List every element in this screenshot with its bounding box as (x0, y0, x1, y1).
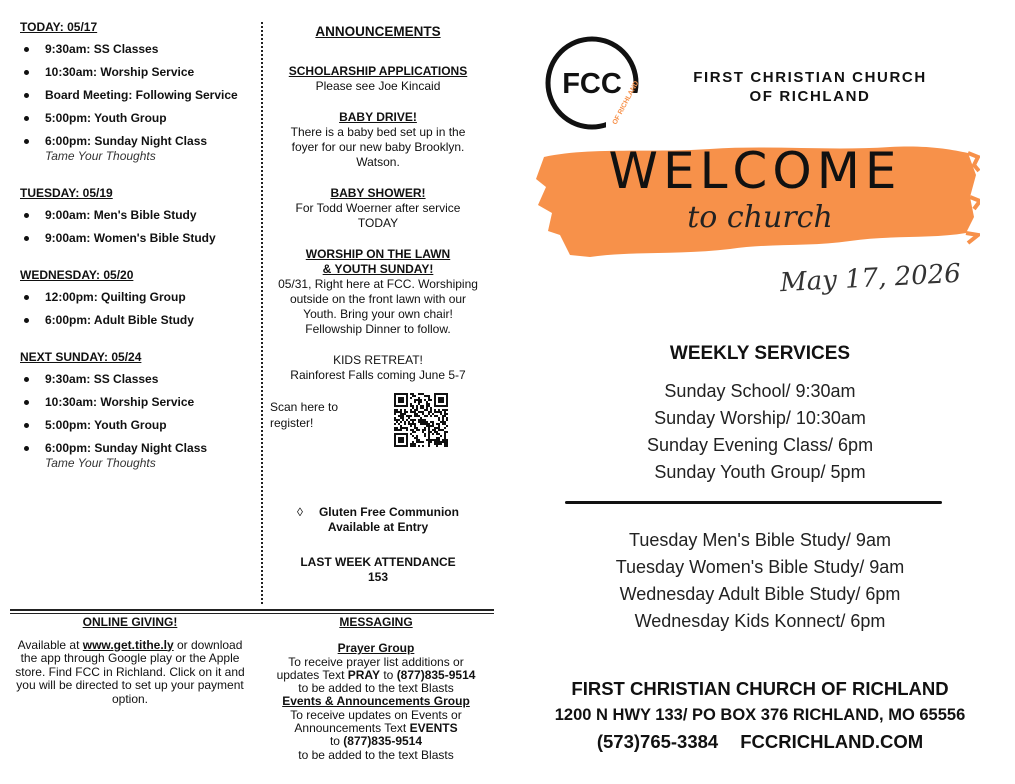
bullet-icon (24, 70, 29, 75)
bullet-icon (24, 423, 29, 428)
attendance-label: LAST WEEK ATTENDANCE (300, 555, 456, 569)
online-giving-section (10, 616, 250, 706)
sunday-service-item: Sunday Worship/ 10:30am (654, 408, 866, 428)
bullet-icon (24, 213, 29, 218)
schedule-item-text: Board Meeting: Following Service (45, 88, 238, 102)
schedule-item (20, 88, 260, 103)
schedule-item (20, 42, 260, 57)
schedule-item-text: 6:00pm: Adult Bible Study (45, 313, 194, 327)
schedule-item-list (20, 42, 260, 164)
bulletin-date: May 17, 2026 (779, 258, 962, 299)
schedule-item-text: 6:00pm: Sunday Night Class (45, 441, 208, 455)
events-phone: (877)835-9514 (343, 734, 423, 749)
announcement-item (264, 110, 492, 170)
sunday-services-list (560, 378, 960, 486)
announcement-heading-line: WORSHIP ON THE LAWN (305, 247, 451, 261)
announcement-body-line: outside on the front lawn with our (289, 292, 467, 306)
schedule-day-block (20, 350, 260, 471)
weekday-services-list (560, 527, 960, 635)
announcement-heading-line: & YOUTH SUNDAY! (322, 262, 434, 276)
bullet-icon (24, 318, 29, 323)
schedule-item-text: 10:30am: Worship Service (45, 395, 195, 409)
announcement-body-line: TODAY (357, 216, 399, 230)
weekly-schedule (20, 20, 260, 493)
announcement-body-line: For Todd Woerner after service (295, 201, 461, 215)
schedule-item (20, 231, 260, 246)
sunday-service-item: Sunday School/ 9:30am (664, 381, 856, 401)
bullet-icon (24, 446, 29, 451)
footer-phone[interactable]: (573)765-3384 (596, 731, 719, 752)
announcement-heading-line: BABY SHOWER! (330, 186, 426, 200)
schedule-item-text: 5:00pm: Youth Group (45, 418, 167, 432)
schedule-item (20, 290, 260, 305)
online-giving-text: Available at www.get.tithe.ly or download the app through Google play or the Apple store. Find FCC in Richland. Click on it and you will be directed to set up your payment option. (15, 637, 245, 706)
vertical-dotted-divider (261, 22, 263, 604)
messaging-title: MESSAGING (339, 615, 413, 629)
schedule-item-text: 9:00am: Men's Bible Study (45, 208, 197, 222)
schedule-item-list (20, 290, 260, 328)
schedule-day-heading: TODAY: 05/17 (20, 20, 98, 34)
schedule-item (20, 111, 260, 126)
scan-to-register-text: Scan here to register! (270, 400, 339, 430)
diamond-bullet-icon: ◊ (297, 505, 303, 519)
announcement-body-line: foyer for our new baby Brooklyn. (291, 140, 465, 154)
schedule-day-heading: TUESDAY: 05/19 (20, 186, 113, 200)
bullet-icon (24, 295, 29, 300)
bullet-icon (24, 400, 29, 405)
announcement-heading (264, 110, 492, 125)
register-row (264, 393, 492, 453)
kids-retreat-announcement (264, 353, 492, 383)
schedule-item-text: 9:30am: SS Classes (45, 42, 159, 56)
announcement-item (264, 186, 492, 231)
announcement-item (264, 64, 492, 94)
schedule-item-text: 12:00pm: Quilting Group (45, 290, 186, 304)
prayer-phone: (877)835-9514 (396, 667, 476, 682)
footer-contact (510, 731, 1010, 753)
schedule-item-text: 9:30am: SS Classes (45, 372, 159, 386)
announcement-body-line: 05/31, Right here at FCC. Worshiping (278, 277, 478, 291)
announcements-section (264, 24, 492, 585)
schedule-item (20, 65, 260, 80)
attendance-value: 153 (367, 570, 389, 584)
schedule-item (20, 372, 260, 387)
weekday-service-item: Tuesday Men's Bible Study/ 9am (629, 530, 891, 550)
qr-code-icon[interactable] (394, 393, 448, 447)
svg-text:FCC: FCC (562, 68, 622, 100)
schedule-item (20, 208, 260, 223)
sunday-service-item: Sunday Youth Group/ 5pm (654, 462, 866, 482)
announcement-body-line: Youth. Bring your own chair! (303, 307, 453, 321)
announcement-heading (264, 186, 492, 201)
church-name-header: FIRST CHRISTIAN CHURCH OF RICHLAND (693, 69, 927, 105)
schedule-item-subtitle: Tame Your Thoughts (45, 149, 156, 163)
schedule-day-block (20, 20, 260, 164)
schedule-item-list (20, 208, 260, 246)
footer-website[interactable]: FCCRICHLAND.COM (740, 731, 924, 752)
announcements-title: ANNOUNCEMENTS (315, 24, 441, 39)
announcement-heading (264, 64, 492, 79)
online-giving-title: ONLINE GIVING! (82, 615, 178, 629)
svg-text:OF RICHLAND: OF RICHLAND (611, 80, 641, 126)
schedule-item-text: 6:00pm: Sunday Night Class (45, 134, 208, 148)
weekday-service-item: Wednesday Adult Bible Study/ 6pm (619, 584, 901, 604)
schedule-day-block (20, 268, 260, 328)
schedule-day-block (20, 186, 260, 246)
gluten-free-communion-note: ◊ Gluten Free Communion Available at Entry (297, 505, 459, 534)
schedule-item-text: 10:30am: Worship Service (45, 65, 195, 79)
bullet-icon (24, 116, 29, 121)
welcome-heading: WELCOME (608, 142, 902, 200)
schedule-item (20, 313, 260, 328)
announcement-heading-line: BABY DRIVE! (339, 110, 417, 124)
to-church-script: to church (687, 200, 833, 235)
sunday-service-item: Sunday Evening Class/ 6pm (646, 435, 874, 455)
footer-address: 1200 N HWY 133/ PO BOX 376 RICHLAND, MO 65556 (554, 706, 966, 724)
footer-church-name: FIRST CHRISTIAN CHURCH OF RICHLAND (571, 678, 949, 699)
weekday-service-item: Tuesday Women's Bible Study/ 9am (615, 557, 905, 577)
bullet-icon (24, 377, 29, 382)
services-divider (565, 501, 942, 504)
schedule-day-heading: WEDNESDAY: 05/20 (20, 268, 134, 282)
announcement-item (264, 247, 492, 337)
weekday-service-item: Wednesday Kids Konnect/ 6pm (634, 611, 886, 631)
schedule-day-heading: NEXT SUNDAY: 05/24 (20, 350, 142, 364)
schedule-item-subtitle: Tame Your Thoughts (45, 456, 156, 470)
bullet-icon (24, 93, 29, 98)
kids-retreat-details: Rainforest Falls coming June 5-7 (290, 368, 466, 382)
schedule-item (20, 395, 260, 410)
schedule-item (20, 441, 260, 471)
tithe-link[interactable]: www.get.tithe.ly (82, 637, 174, 652)
announcement-body-line: Fellowship Dinner to follow. (305, 322, 451, 336)
schedule-item-list (20, 372, 260, 471)
bullet-icon (24, 236, 29, 241)
announcements-list (264, 64, 492, 337)
fcc-logo (542, 33, 647, 138)
announcement-body-line: There is a baby bed set up in the (290, 125, 466, 139)
announcement-heading-line: SCHOLARSHIP APPLICATIONS (288, 64, 468, 78)
weekly-services-title: WEEKLY SERVICES (669, 343, 851, 364)
bullet-icon (24, 139, 29, 144)
bullet-icon (24, 47, 29, 52)
schedule-item (20, 418, 260, 433)
announcement-heading (264, 247, 492, 277)
kids-retreat-title: KIDS RETREAT! (333, 353, 423, 367)
schedule-item (20, 134, 260, 164)
announcement-body-line: Watson. (356, 155, 400, 169)
announcement-body-line: Please see Joe Kincaid (315, 79, 441, 93)
messaging-section: MESSAGING Prayer Group To receive prayer list additions or updates Text PRAY to (877)835-9514 to be added to the text Blasts Events & Announcements Group To receive updates on Events or Announcements Text EVENTS to (877)835-9514 to be added to the text Blasts (258, 616, 494, 762)
attendance-block (264, 555, 492, 585)
events-group-title: Events & Announcements Group (282, 694, 470, 709)
prayer-group-title: Prayer Group (337, 641, 415, 656)
horizontal-double-divider (10, 609, 494, 614)
prayer-text-instruction: updates Text PRAY to (877)835-9514 (276, 667, 476, 682)
schedule-item-text: 9:00am: Women's Bible Study (45, 231, 216, 245)
schedule-item-text: 5:00pm: Youth Group (45, 111, 167, 125)
events-text-instruction: Announcements Text EVENTS (294, 721, 458, 736)
